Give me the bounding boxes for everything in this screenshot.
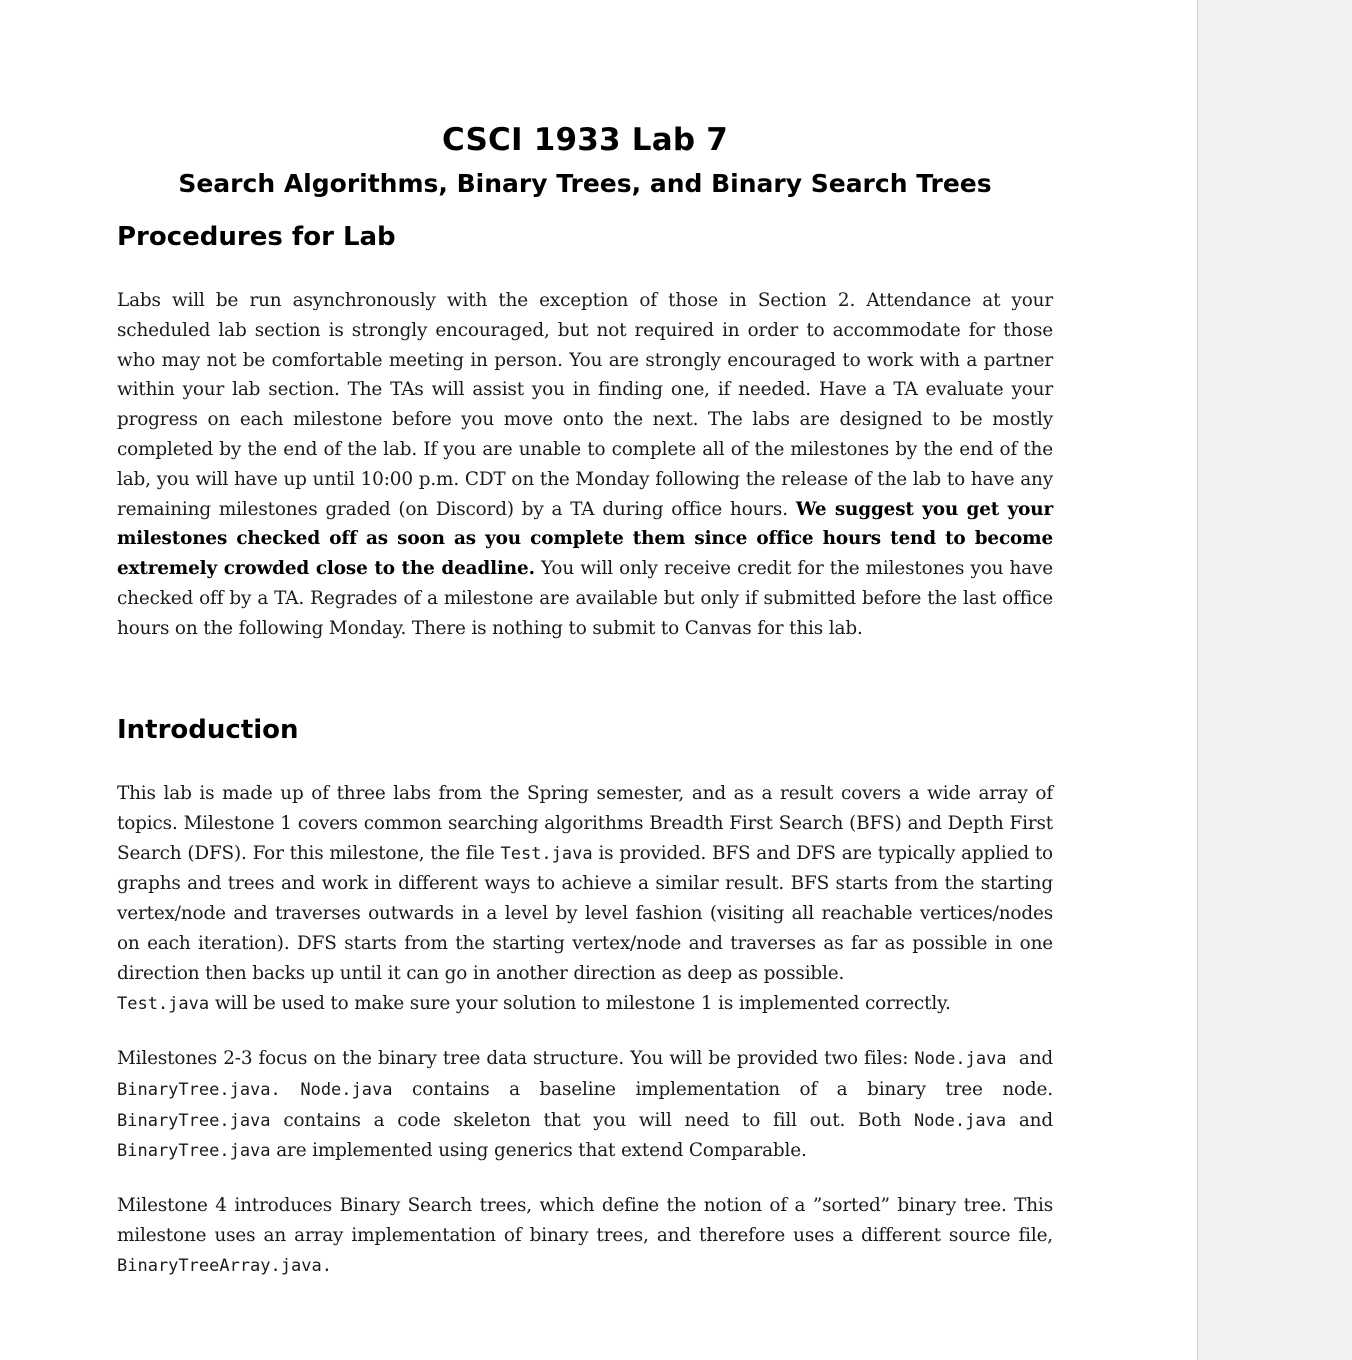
intro-p1-text-2: is provided. BFS and DFS are typically applied to graphs and trees and work in different ways to achieve a similar result. BFS starts from the starting vertex/node and traverses outwards in a level by level fashion (visiting all reachable vertices/nodes on each iteration). DFS starts from the starting vertex/node and traverses as far as possible in one direction then backs up until it can go in another direction as deep as possible. [117,842,1053,984]
introduction-paragraph-3 [117,1191,1053,1281]
code-test-java: Test.java [500,843,593,864]
intro-p2-text-2: and [1018,1048,1054,1069]
code-node-java: Node.java [914,1049,1007,1069]
code-binarytree-java: BinaryTree.java [117,1141,271,1162]
code-binarytreearray-java: BinaryTreeArray.java. [117,1255,332,1276]
procedures-text-1: Labs will be run asynchronously with the exception of those in Section 2. Attendance at your scheduled lab section is strongly encouraged, but not required in order to accommodate for those who may not be comfortable meeting in person. You are strongly encouraged to work with a partner within your lab section. The TAs will assist you in finding one, if needed. Have a TA evaluate your progress on each milestone before you move onto the next. The labs are designed to be mostly completed by the end of the lab. If you are unable to complete all of the milestones by the end of the lab, you will have up until 10:00 p.m. CDT on the Monday following the release of the lab to have any remaining milestones graded (on Discord) by a TA during office hours. [117,290,1053,520]
procedures-paragraph [117,286,1053,644]
intro-p2-text-3: contains a baseline implementation of a binary tree node. [412,1078,1053,1100]
viewer-side-panel [1198,0,1352,1360]
code-binarytree-java: BinaryTree.java. [117,1079,281,1100]
intro-p1-text-3: will be used to make sure your solution to milestone 1 is implemented correctly. [214,992,951,1014]
intro-p2-text-4: contains a code skeleton that you will need to fill out. Both [283,1109,902,1131]
intro-p2-text-5: and [1018,1109,1053,1131]
code-test-java: Test.java [117,993,210,1014]
document-title: CSCI 1933 Lab 7 [441,122,729,158]
code-node-java: Node.java [300,1079,393,1100]
introduction-heading: Introduction [117,715,299,745]
intro-p1-text-1: This lab is made up of three labs from the Spring semester, and as a result covers a wide array of topics. Milestone 1 covers common searching algorithms Breadth First Search (BFS) and Depth First Search (DFS). For this milestone, the file [117,783,1053,864]
intro-p2-text-6: are implemented using generics that extend Comparable. [276,1140,807,1162]
introduction-paragraph-1 [117,779,1053,1019]
document-subtitle: Search Algorithms, Binary Trees, and Binary Search Trees [178,169,992,198]
intro-p3-text-1: Milestone 4 introduces Binary Search trees, which define the notion of a ”sorted” binary tree. This milestone uses an array implementation of binary trees, and therefore uses a different source file, [117,1195,1053,1246]
introduction-paragraph-2 [117,1044,1053,1167]
code-node-java: Node.java [913,1110,1007,1131]
procedures-text-2: You will only receive credit for the milestones you have checked off by a TA. Regrades of a milestone are available but only if submitted before the last office hours on the following Monday. There is nothing to submit to Canvas for this lab. [117,558,1053,639]
code-binarytree-java: BinaryTree.java [117,1110,271,1131]
procedures-bold-text: We suggest you get your milestones checked off as soon as you complete them since office hours tend to become extremely crowded close to the deadline. [117,498,1053,580]
procedures-heading: Procedures for Lab [117,222,396,252]
intro-p2-text-1: Milestones 2-3 focus on the binary tree data structure. You will be provided two files: [117,1048,909,1069]
